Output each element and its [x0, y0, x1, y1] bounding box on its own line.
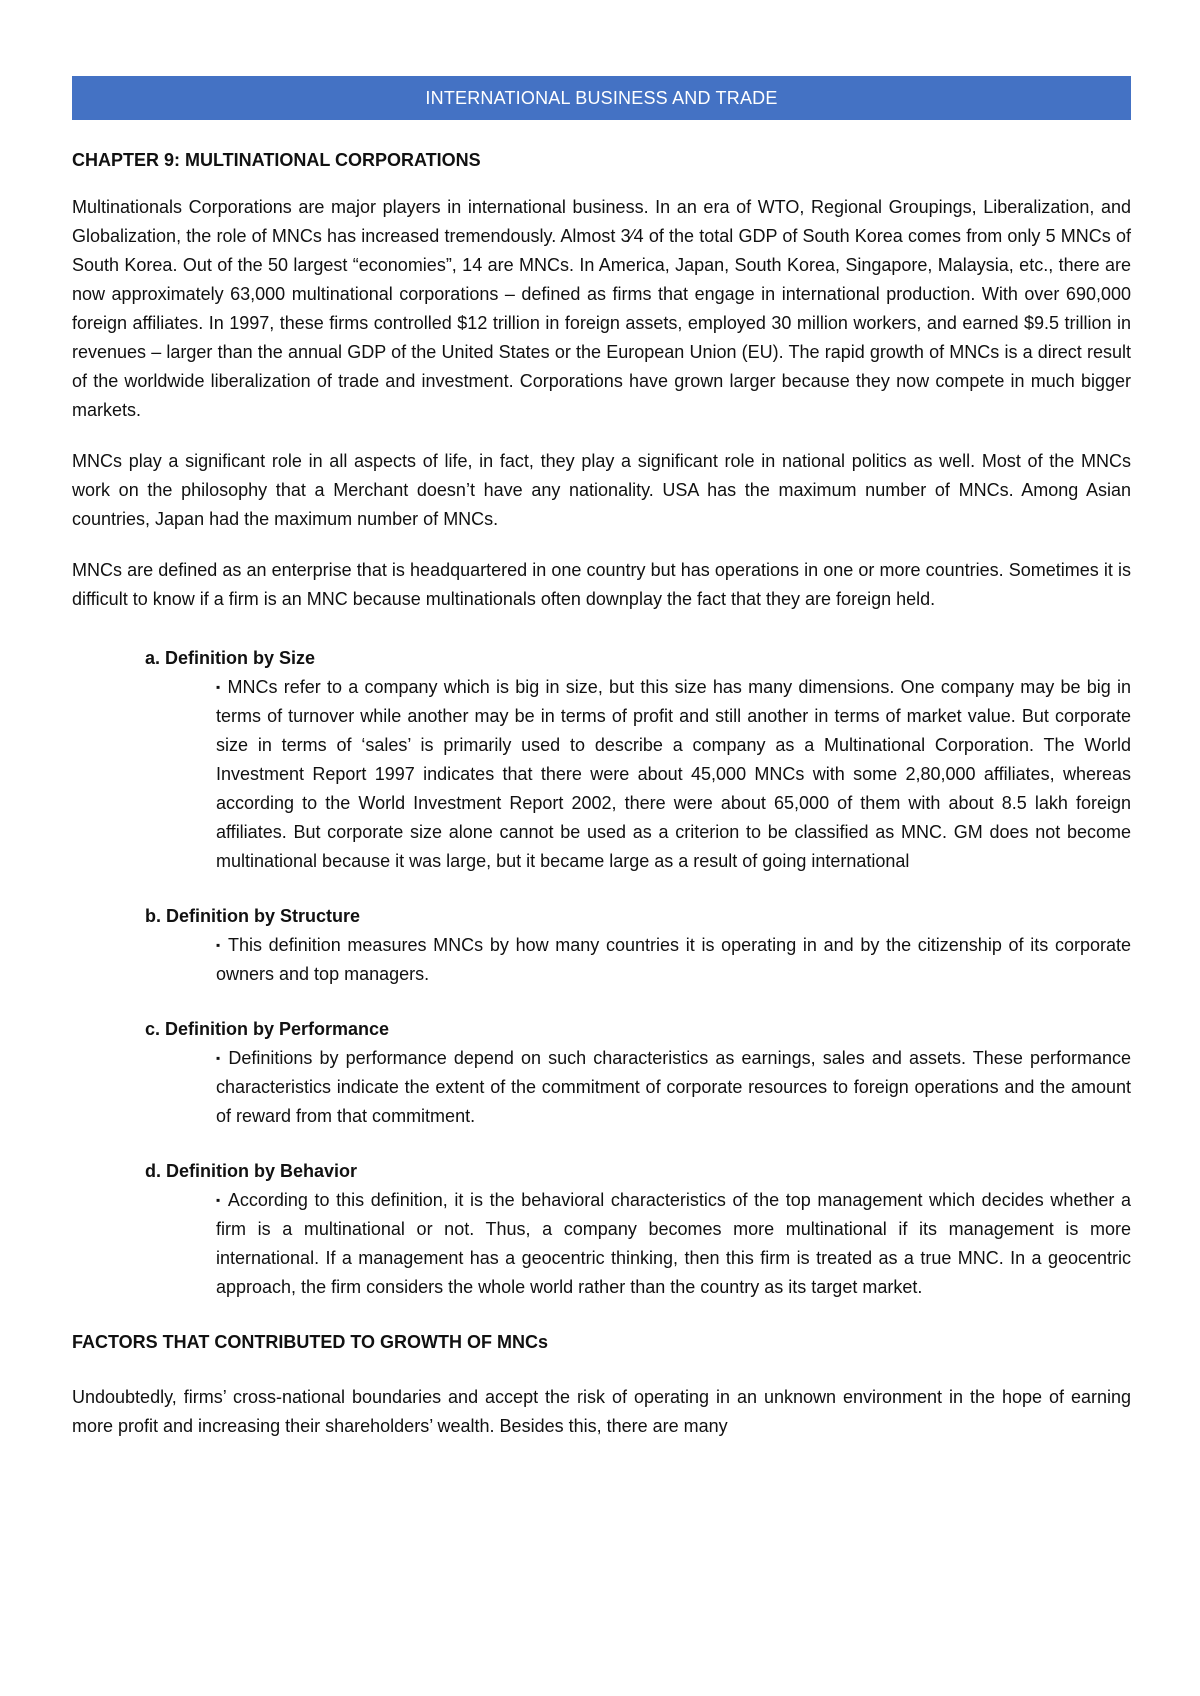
chapter-title: CHAPTER 9: MULTINATIONAL CORPORATIONS [72, 150, 481, 170]
definition-title: b. Definition by Structure [145, 906, 361, 926]
definition-text-block [216, 673, 1131, 876]
definition-title: d. Definition by Behavior [145, 1161, 358, 1181]
bullet-icon: ▪ [216, 938, 222, 952]
definition-item [145, 1015, 1131, 1131]
section-title: FACTORS THAT CONTRIBUTED TO GROWTH OF MNCs [72, 1332, 548, 1352]
intro-paragraph: Multinationals Corporations are major players in international business. In an era of WTO, Regional Groupings, Liberalization, and Globalization, the role of MNCs has increased tremendously. Almost 3⁄4 of the total GDP of South Korea comes from only 5 MNCs of South Korea. Out of the 50 largest “economies”, 14 are MNCs. In America, Japan, South Korea, Singapore, Malaysia, etc., there are now approximately 63,000 multinational corporations – defined as firms that engage in international production. With over 690,000 foreign affiliates. In 1997, these firms controlled $12 trillion in foreign assets, employed 30 million workers, and earned $9.5 trillion in revenues – larger than the annual GDP of the United States or the European Union (EU). The rapid growth of MNCs is a direct result of the worldwide liberalization of trade and investment. Corporations have grown larger because they now compete in much bigger markets. [72, 197, 1131, 420]
definition-item [145, 902, 1131, 989]
definition-title: c. Definition by Performance [145, 1019, 390, 1039]
definition-item [145, 644, 1131, 876]
definition-text-block [216, 1186, 1131, 1302]
definition-title: a. Definition by Size [145, 648, 316, 668]
header-bar [72, 76, 1131, 120]
definition-text-block [216, 1044, 1131, 1131]
bullet-icon: ▪ [216, 680, 222, 694]
definition-text: This definition measures MNCs by how many countries it is operating in and by the citizenship of its corporate owners and top managers. [216, 935, 1131, 984]
document-page [72, 76, 1131, 1441]
definition-text: According to this definition, it is the behavioral characteristics of the top management which decides whether a firm is a multinational or not. Thus, a company becomes more multinational if its management is more international. If a management has a geocentric thinking, then this firm is treated as a true MNC. In a geocentric approach, the firm considers the whole world rather than the country as its target market. [216, 1190, 1131, 1297]
bullet-icon: ▪ [216, 1193, 222, 1207]
definition-item [145, 1157, 1131, 1302]
header-title: INTERNATIONAL BUSINESS AND TRADE [425, 88, 778, 108]
definition-text-block [216, 931, 1131, 989]
definition-paragraph: MNCs are defined as an enterprise that is headquartered in one country but has operations in one or more countries. Sometimes it is difficult to know if a firm is an MNC because multinationals often downplay the fact that they are foreign held. [72, 560, 1131, 609]
role-paragraph: MNCs play a significant role in all aspects of life, in fact, they play a significant role in national politics as well. Most of the MNCs work on the philosophy that a Merchant doesn’t have any nationality. USA has the maximum number of MNCs. Among Asian countries, Japan had the maximum number of MNCs. [72, 451, 1131, 529]
bullet-icon: ▪ [216, 1051, 223, 1065]
closing-paragraph: Undoubtedly, firms’ cross-national boundaries and accept the risk of operating in an unknown environment in the hope of earning more profit and increasing their shareholders’ wealth. Besides this, there are many [72, 1387, 1131, 1436]
definitions-list [72, 644, 1131, 1302]
definition-text: Definitions by performance depend on such characteristics as earnings, sales and assets. These performance characteristics indicate the extent of the commitment of corporate resources to foreign operations and the amount of reward from that commitment. [216, 1048, 1131, 1126]
definition-text: MNCs refer to a company which is big in size, but this size has many dimensions. One company may be big in terms of turnover while another may be in terms of profit and still another in terms of market value. But corporate size in terms of ‘sales’ is primarily used to describe a company as a Multinational Corporation. The World Investment Report 1997 indicates that there were about 45,000 MNCs with some 2,80,000 affiliates, whereas according to the World Investment Report 2002, there were about 65,000 of them with about 8.5 lakh foreign affiliates. But corporate size alone cannot be used as a criterion to be classified as MNC. GM does not become multinational because it was large, but it became large as a result of going international [216, 677, 1131, 871]
